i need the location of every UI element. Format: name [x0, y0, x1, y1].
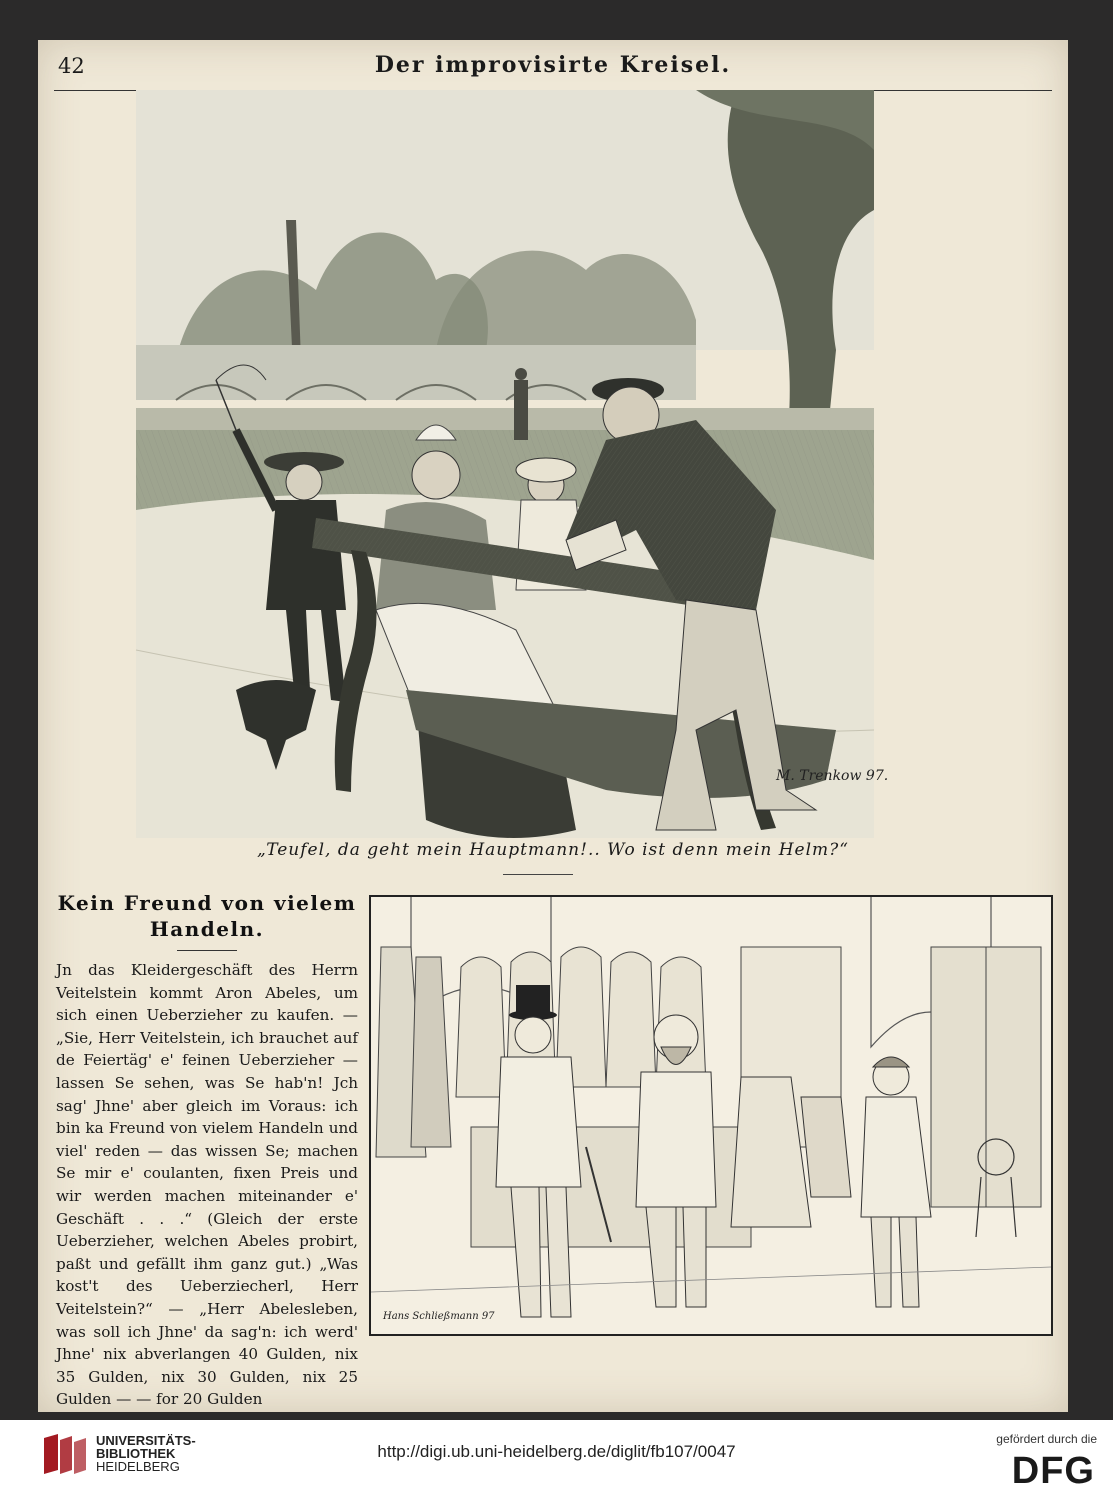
- article-column: [56, 890, 358, 1411]
- article-body: Jn das Kleidergeschäft des Herrn Veitelstein kommt Aron Abeles, um sich einen Ueberzieher zu kaufen. — „Sie, Herr Veitelstein, ich brauchet auf de Feiertäg' e' feinen Ueberzieher — lassen Se sehen, was Se hab'n! Jch sag' Jhne' aber gleich im Voraus: ich bin ka Freund von vielem Handeln und viel' reden — das wissen Se; machen Se mir e' coulanten, fixen Preis und wir werden machen miteinander e' Geschäft . . .“ (Gleich der erste Ueberzieher, welchen Abeles probirt, paßt und gefällt ihm ganz gut.) „Was kost't des Ueberziecherl, Herr Veitelstein?“ — „Herr Abelesleben, was soll ich Jhne' da sag'n: ich werd' Jhne' nix abverlangen 40 Gulden, nix 35 Gulden, nix 30 Gulden, nix 25 Gulden — — for 20 Gulden: [56, 961, 358, 1409]
- article-title-line-1: Kein Freund von vielem: [57, 891, 357, 915]
- dfg-logo: DFG: [1011, 1450, 1095, 1492]
- top-illustration-caption: „Teufel, da geht mein Hauptmann!.. Wo ist denn mein Helm?“: [257, 840, 849, 860]
- top-illustration-signature: M. Trenkow 97.: [776, 768, 889, 784]
- page-number: 42: [58, 54, 85, 78]
- article-title-rule: [177, 950, 237, 951]
- funding-label: gefördert durch die: [996, 1432, 1097, 1446]
- library-line-2: BIBLIOTHEK: [96, 1446, 176, 1461]
- document-url[interactable]: http://digi.ub.uni-heidelberg.de/diglit/fb107/0047: [377, 1442, 736, 1461]
- clothing-shop-drawing: [371, 897, 1051, 1334]
- clothing-shop-illustration: [369, 895, 1053, 1336]
- bottom-illustration-signature: Hans Schließmann 97: [383, 1311, 495, 1322]
- article-title: [56, 890, 358, 942]
- library-line-1: UNIVERSITÄTS-: [96, 1433, 196, 1448]
- magazine-page: [38, 40, 1068, 1412]
- article-title-line-2: Handeln.: [149, 917, 265, 941]
- caption-rule: [503, 874, 573, 875]
- library-line-3: HEIDELBERG: [96, 1459, 180, 1474]
- running-title: Der improvisirte Kreisel.: [374, 52, 732, 78]
- bench-scene-illustration: [136, 90, 889, 838]
